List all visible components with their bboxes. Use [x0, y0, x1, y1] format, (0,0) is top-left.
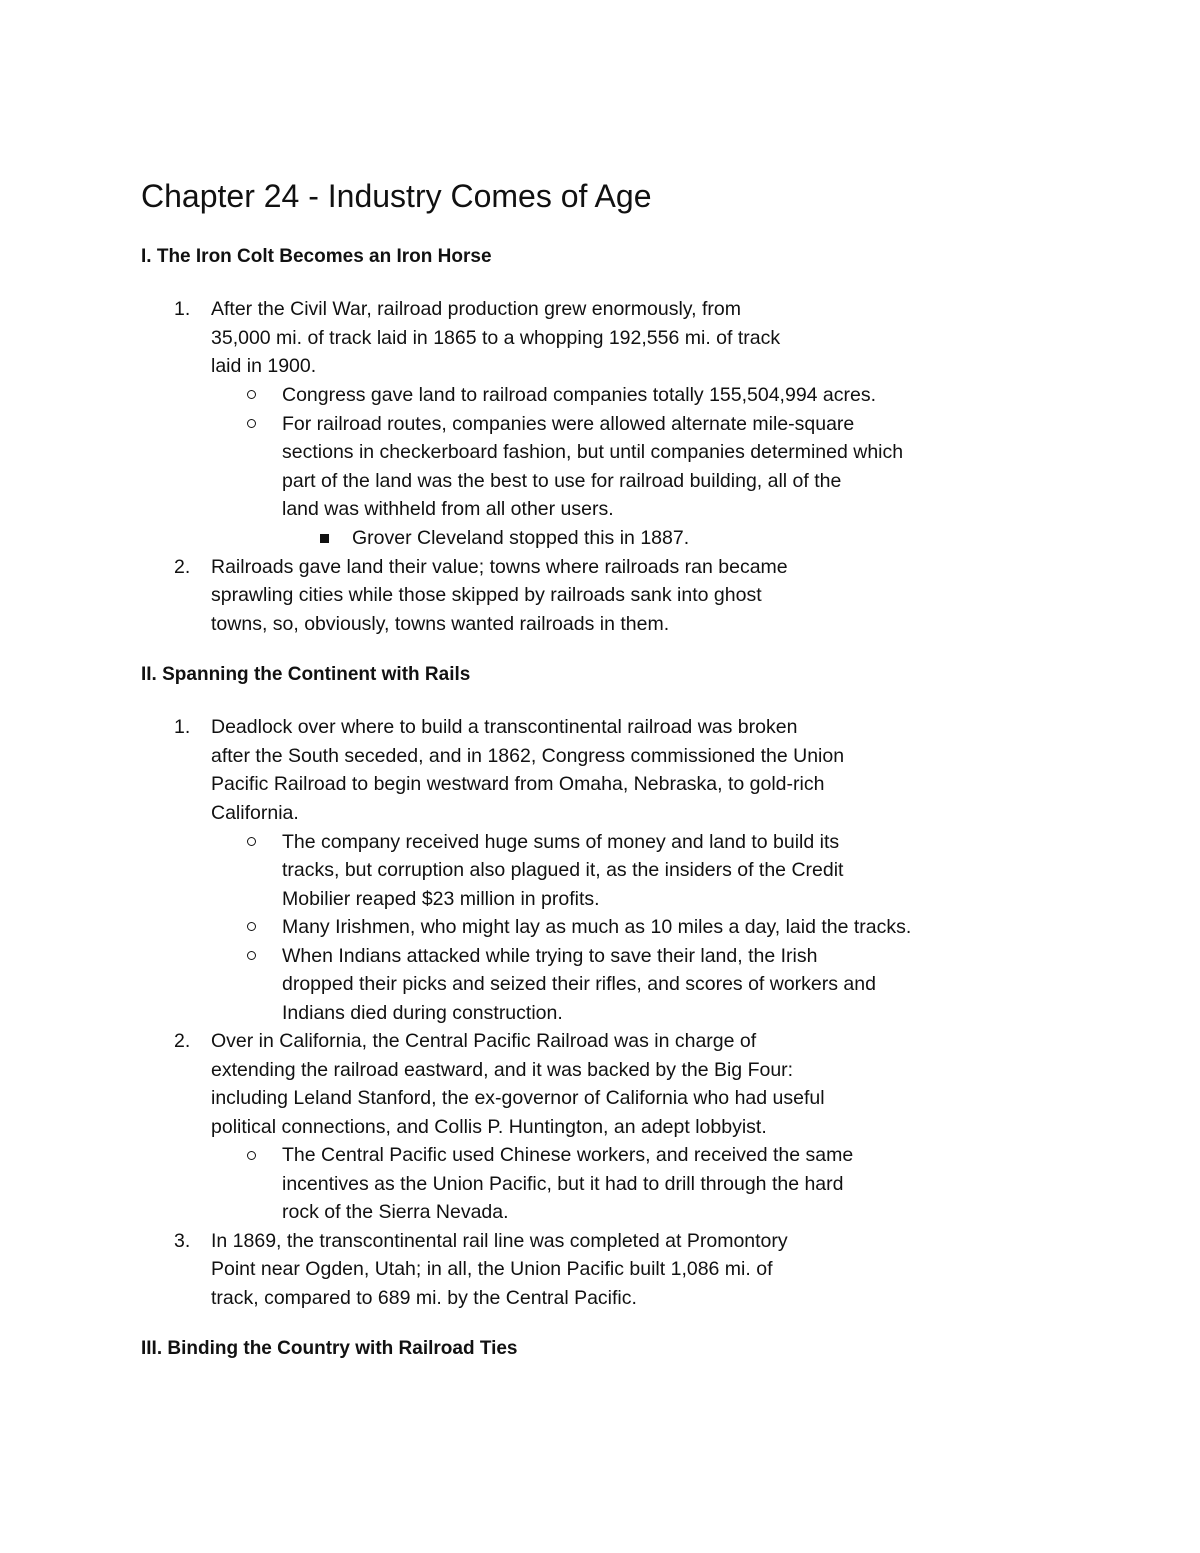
list-number: 1. [174, 716, 191, 738]
list-item-text: laid in 1900. [211, 355, 317, 377]
filled-square-bullet-icon [320, 534, 329, 543]
list-item-text: track, compared to 689 mi. by the Central Pacific. [211, 1287, 637, 1309]
list-item-text: Over in California, the Central Pacific Railroad was in charge of [211, 1030, 757, 1052]
list-item-text: Point near Ogden, Utah; in all, the Union Pacific built 1,086 mi. of [211, 1258, 773, 1280]
sub-item-text: dropped their picks and seized their rifles, and scores of workers and [282, 973, 876, 995]
list-number: 2. [174, 556, 191, 578]
page-title: Chapter 24 - Industry Comes of Age [141, 178, 652, 214]
list-number: 1. [174, 298, 191, 320]
list-item-text: political connections, and Collis P. Huntington, an adept lobbyist. [211, 1116, 767, 1138]
section-heading-1: I. The Iron Colt Becomes an Iron Horse [141, 246, 492, 267]
list-item-text: Pacific Railroad to begin westward from Omaha, Nebraska, to gold-rich [211, 773, 825, 795]
list-item-text: After the Civil War, railroad production grew enormously, from [211, 298, 741, 320]
sub-item-text: Indians died during construction. [282, 1002, 563, 1024]
hollow-circle-bullet-icon [247, 837, 256, 846]
list-item-text: towns, so, obviously, towns wanted railroads in them. [211, 613, 670, 635]
sub-item-text: When Indians attacked while trying to save their land, the Irish [282, 945, 818, 967]
list-item-text: Deadlock over where to build a transcontinental railroad was broken [211, 716, 798, 738]
list-item-text: extending the railroad eastward, and it was backed by the Big Four: [211, 1059, 794, 1081]
sub-item-text: Congress gave land to railroad companies totally 155,504,994 acres. [282, 384, 877, 406]
sub-item-text: For railroad routes, companies were allowed alternate mile-square [282, 413, 855, 435]
list-item-text: California. [211, 802, 299, 824]
hollow-circle-bullet-icon [247, 951, 256, 960]
list-item-text: Railroads gave land their value; towns where railroads ran became [211, 556, 788, 578]
sub-item-text: The company received huge sums of money and land to build its [282, 831, 840, 853]
list-number: 3. [174, 1230, 191, 1252]
sub-item-text: The Central Pacific used Chinese workers, and received the same [282, 1144, 854, 1166]
sub-item-text: Mobilier reaped $23 million in profits. [282, 888, 600, 910]
list-number: 2. [174, 1030, 191, 1052]
list-item-text: sprawling cities while those skipped by railroads sank into ghost [211, 584, 762, 606]
hollow-circle-bullet-icon [247, 390, 256, 399]
list-item-text: after the South seceded, and in 1862, Congress commissioned the Union [211, 745, 845, 767]
list-item-text: including Leland Stanford, the ex-governor of California who had useful [211, 1087, 825, 1109]
section-heading-2: II. Spanning the Continent with Rails [141, 664, 471, 685]
list-item-text: In 1869, the transcontinental rail line was completed at Promontory [211, 1230, 788, 1252]
sub-item-text: Many Irishmen, who might lay as much as 10 miles a day, laid the tracks. [282, 916, 912, 938]
hollow-circle-bullet-icon [247, 419, 256, 428]
sub-item-text: part of the land was the best to use for railroad building, all of the [282, 470, 842, 492]
sub-item-text: sections in checkerboard fashion, but until companies determined which [282, 441, 904, 463]
section-heading-3: III. Binding the Country with Railroad Ties [141, 1338, 518, 1359]
sub-item-text: tracks, but corruption also plagued it, as the insiders of the Credit [282, 859, 844, 881]
hollow-circle-bullet-icon [247, 1151, 256, 1160]
sub-sub-item-text: Grover Cleveland stopped this in 1887. [352, 527, 690, 549]
list-item-text: 35,000 mi. of track laid in 1865 to a whopping 192,556 mi. of track [211, 327, 781, 349]
hollow-circle-bullet-icon [247, 922, 256, 931]
sub-item-text: rock of the Sierra Nevada. [282, 1201, 509, 1223]
sub-item-text: incentives as the Union Pacific, but it had to drill through the hard [282, 1173, 844, 1195]
sub-item-text: land was withheld from all other users. [282, 498, 614, 520]
